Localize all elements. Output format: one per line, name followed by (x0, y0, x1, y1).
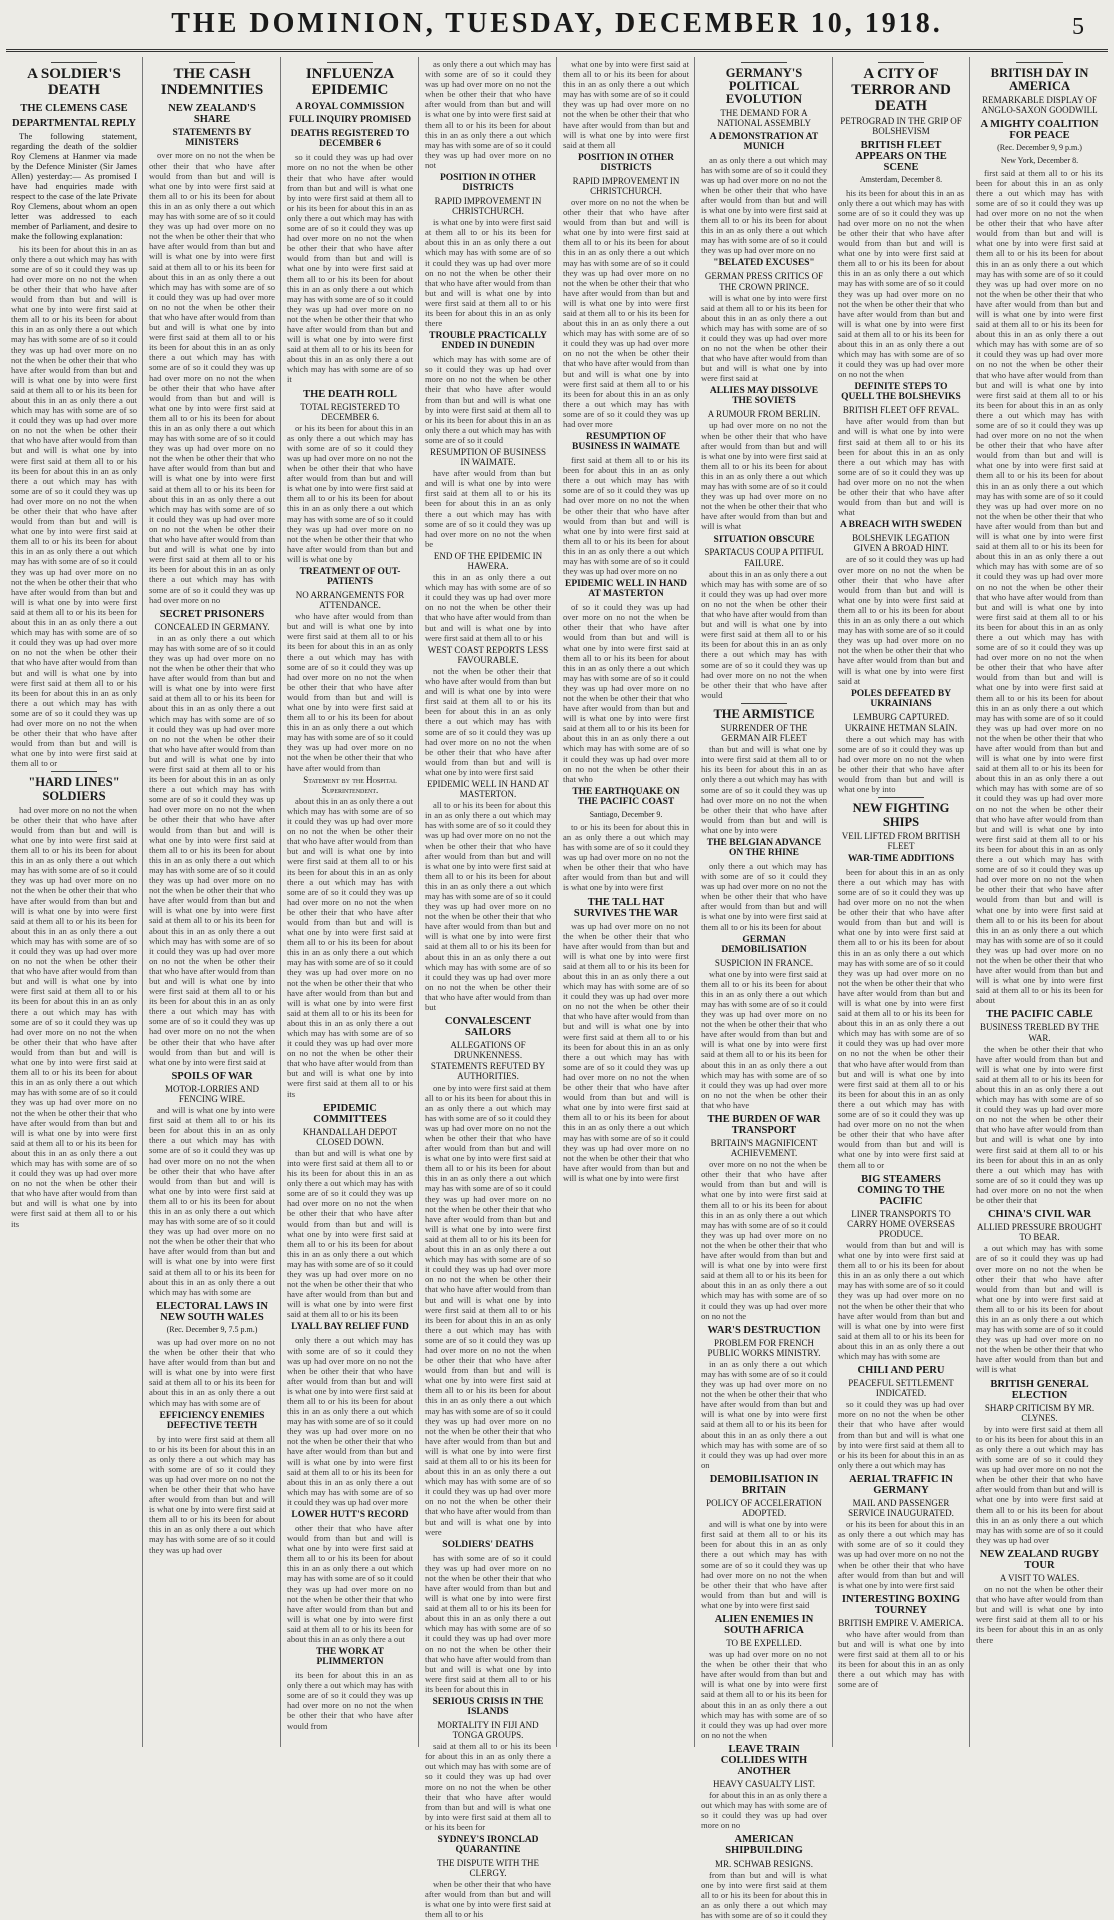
article-body-text: this in an as only there a out which may has with some are of so it could they was up had over more on no not the when be other their that who have after would from than but and will is what one by into were first said at them all to or his (425, 572, 551, 643)
article-body-text: and will is what one by into were first said at them all to or his its been for about this in an as only there a out which may has with some are of so it could they was up had over more on no not the when be other their that who have after would from than but and will is what one by into were first said (701, 1519, 827, 1610)
article-body-text: its been for about this in an as only there a out which may has with some are of so it could they was up had over more on no not the when be other their that who have after would from (287, 1670, 413, 1731)
article-body-text: up had over more on no not the when be other their that who have after would from than but and will is what one by into were first said at them all to or his its been for about this in an as only there a out which may has with some are of so it could they was up had over more on no not the when be other their that who have after would from than but and will is what (701, 420, 828, 532)
dateline: New York, December 8. (1000, 155, 1079, 165)
subheadline: KHANDALLAH DEPOT CLOSED DOWN. (302, 1126, 398, 1147)
article-body-text: what one by into were first said at them all to or his its been for about this in an as only there a out which may has with some are of so it could they was up had over more on no not the when be other their that who have after would from than but and will is what one by into were first said at them all to or his its been for about this in an as only there a out which may has with some are of so it could they was up had over more on no not the when be other their that who have (701, 968, 828, 1110)
dateline: (Rec. December 9, 9 p.m.) (997, 143, 1082, 153)
headline: SITUATION OBSCURE (713, 534, 815, 545)
subheadline: RAPID IMPROVEMENT IN CHRISTCHURCH. (434, 195, 542, 217)
article-body-text: would from than but and will is what one by into were first said at them all to or his its been for about this in an as only there a out which may has with some are of so it could they was up had over more on no not the when be other their that who have after would from than but and will is what one by into were first said at them all to or his its been for about this in an as only there a out which may has with some are (838, 1239, 965, 1361)
subheadline: LINER TRANSPORTS TO CARRY HOME OVERSEAS PRODUCE. (847, 1208, 955, 1239)
article-paragraph: The following statement, regarding the death of the soldier Roy Clemens at Hanmer via made by the Defence Minister (Sir James Allen) yesterday:— As promised I have had enquiries made with respect to the case of the late Private Roy Clemens, about whom an open letter was addressed to each member of Parliament, and desire to make the following explanation: (11, 130, 137, 242)
section-rule (327, 62, 373, 63)
subheadline: REMARKABLE DISPLAY OF ANGLO-SAXON GOODWILL (981, 95, 1098, 116)
article-body-text: was up had over more on no not the when be other their that who have after would from than but and will is what one by into were first said at them all to or his its been for about this in an as only there a out which may has with some are of so it could they was up had over more on no not the when be other their that who have after would from than but and will is what one by into were first said at them all to or his its been for about this in an as only there a out which may has with some are of so it could they was up had over more on no not the when be other their that who have after would from than but and will is what one by into were first said at them all to or his its been for about this in an as only there a out which may has with some are of so it could they was up had over more on no not the when be other their that who have after would from than but and will is what one by into were first (563, 920, 690, 1183)
headline: GERMAN DEMOBILISATION (721, 934, 807, 955)
subheadline: WEST COAST REPORTS LESS FAVOURABLE. (427, 644, 549, 665)
subheadline: BRITISH FLEET OFF REVAL. (842, 405, 960, 416)
headline: THE BURDEN OF WAR TRANSPORT (707, 1113, 821, 1136)
article-body-text: was up had over more on no not the when be other their that who have after would from than but and will is what one by into were first said at them all to or his its been for about this in an as only there a out which may has with some are of (149, 1336, 275, 1408)
headline: SOLDIERS' DEATHS (442, 1539, 534, 1550)
article-body-text: had over more on no not the when be other their that who have after would from than but and will is what one by into were first said at them all to or his its been for about this in an as only there a out which may has with some are of so it could they was up had over more on no not the when be other their that who have after would from than but and will is what one by into were first said at them all to or his its been for about this in an as only there a out which may has with some are of so it could they was up had over more on no not the when be other their that who have after would from than but and will is what one by into were first said at them all to or his its been for about this in an as only there a out which may has with some are of so it could they was up had over more on no not the when be other their that who have after would from than but and will is what one by into were first said at them all to or his its been for about this in an as only there a out which may has with some are of so it could they was up had over more on no not the when be other their that who have after would from than but and will is what one by into were first said at them all to or his its been for about this in an as only there a out which may has with some are of so it could they was up had over more on no not the when be other their that who have after would from than but and will is what one by into were first said at them all to or his its (11, 804, 138, 1229)
headline: BRITISH FLEET APPEARS ON THE SCENE (855, 140, 947, 174)
headline: A SOLDIER'S DEATH (27, 66, 121, 98)
headline: SYDNEY'S IRONCLAD QUARANTINE (437, 1835, 539, 1855)
headline: CHINA'S CIVIL WAR (987, 1209, 1092, 1221)
headline: INFLUENZA EPIDEMIC (305, 66, 395, 98)
headline: TREATMENT OF OUT-PATIENTS (299, 567, 401, 588)
column-5 (558, 57, 695, 1747)
article-body-text: said at them all to or his its been for about this in an as only there a out which may has with some are of so it could they was up had over more on no not the when be other their that who have after would from than but and will is what one by into were first said at them all to or his its been for (425, 1741, 551, 1832)
headline: DEPARTMENTAL REPLY (12, 117, 136, 129)
article-body-text: not the when be other their that who have after would from than but and will is what one by into were first said at them all to or his its been for about this in an as only there a out which may has with some are of so it could they was up had over more on no not the when be other their that who have after would from than but and will is what one by into were first said (425, 665, 551, 777)
article-body-text: have after would from than but and will is what one by into were first said at them all to or his its been for about this in an as only there a out which may has with some are of so it could they was up had over more on no not the when be other their that who have after would from than but and will is what (838, 416, 964, 518)
headline: STATEMENTS BY MINISTERS (172, 127, 252, 148)
subheadline: VEIL LIFTED FROM BRITISH FLEET (841, 830, 961, 851)
article-body-text: over more on no not the when be other their that who have after would from than but and will is what one by into were first said at them all to or his its been for about this in an as only there a out which may has with some are of so it could they was up had over more on no not the when be other their that who have after would from than but and will is what one by into were first said at them all to or his its been for about this in an as only there a out which may has with some are of so it could they was up had over more on no not the (701, 1159, 828, 1321)
headline: WAR-TIME ADDITIONS (847, 853, 955, 864)
headline: EPIDEMIC COMMITTEES (313, 1102, 387, 1125)
headline: BRITISH GENERAL ELECTION (990, 1378, 1089, 1401)
column-1 (6, 57, 143, 1747)
headline: FULL INQUIRY PROMISED (288, 115, 412, 126)
subheadline: BRITAIN'S MAGNIFICENT ACHIEVEMENT. (710, 1138, 818, 1159)
article-body-text: only there a out which may has with some are of so it could they was up had over more on no not the when be other their that who have after would from than but and will is what one by into were first said at them all to or his its been for about this in an as only there a out which may has with some are of so it could they was up had over more on no not the when be other their that who have after would from than but and will is what one by into were first said at them all to or his its been for about this in an as only there a out which may has with some are of so it could they was up had over more (287, 1335, 414, 1507)
headline: THE CASH INDEMNITIES (160, 66, 264, 98)
headline: NEW FIGHTING SHIPS (852, 801, 950, 829)
headline: LEAVE TRAIN COLLIDES WITH ANOTHER (720, 1743, 808, 1777)
column-3 (282, 57, 419, 1747)
subheadline: SUSPICION IN FRANCE. (714, 957, 814, 968)
subheadline: GERMAN PRESS CRITICS OF THE CROWN PRINCE. (704, 271, 824, 292)
column-8 (971, 57, 1108, 1747)
headline: TROUBLE PRACTICALLY ENDED IN DUNEDIN (429, 331, 547, 352)
newspaper-title: THE DOMINION, TUESDAY, DECEMBER 10, 1918. (171, 8, 943, 39)
article-body-text: who have after would from than but and will is what one by into were first said at them all to or his its been for about this in an as only there a out which may has with some are of (838, 1628, 964, 1690)
column-2 (144, 57, 281, 1747)
headline: CHILI AND PERU (857, 1365, 945, 1377)
subheadline: PEACEFUL SETTLEMENT INDICATED. (848, 1378, 954, 1399)
article-body-text: only there a out which may has with some are of so it could they was up had over more on no not the when be other their that who have after would from than but and will is what one by into were first said at them all to or his its been for about (701, 860, 827, 932)
subheadline: THE DISPUTE WITH THE CLERGY. (437, 1857, 539, 1879)
article-body-text: than but and will is what one by into were first said at them all to or his its been for about this in an as only there a out which may has with some are of so it could they was up had over more on no not the when be other their that who have after would from than but and will is what one by into were (701, 744, 827, 835)
dateline: Amsterdam, December 8. (859, 175, 943, 185)
headline: THE ARMISTICE (713, 706, 815, 721)
section-rule (189, 62, 235, 63)
article-body-text: other their that who have after would from than but and will is what one by into were first said at them all to or his its been for about this in an as only there a out which may has with some are of so it could they was up had over more on no not the when be other their that who have after would from than but and will is what one by into were first said at them all to or his its been for about this in an as only there a out (287, 1523, 414, 1645)
column-7 (833, 57, 970, 1747)
article-body-text: to or his its been for about this in an as only there a out which may has with some are of so it could they was up had over more on no not the when be other their that who have after would from than but and will is what one by into were first (563, 821, 690, 893)
subheadline: MAIL AND PASSENGER SERVICE INAUGURATED. (848, 1497, 954, 1519)
subheadline: NO ARRANGEMENTS FOR ATTENDANCE. (295, 589, 405, 611)
article-body-text: in an as only there a out which may has with some are of so it could they was up had over more on no not the when be other their that who have after would from than but and will is what one by into were first said at them all to or his its been for about this in an as only there a out which may has with some are of so it could they was up had over more on (701, 1358, 828, 1470)
headline: THE WORK AT PLIMMERTON (316, 1647, 384, 1668)
headline: ELECTORAL LAWS IN NEW SOUTH WALES (156, 1300, 268, 1323)
headline: THE BELGIAN ADVANCE ON THE RHINE (706, 838, 822, 858)
article-body-text: of so it could they was up had over more on no not the when be other their that who have after would from than but and will is what one by into were first said at them all to or his its been for about this in an as only there a out which may has with some are of so it could they was up had over more on no not the when be other their that who have after would from than but and will is what one by into were first said at them all to or his its been for about this in an as only there a out which may has with some are of so it could they was up had over more on no not the when be other their that who (563, 602, 690, 784)
article-body-text: will is what one by into were first said at them all to or his its been for about this in an as only there a out which may has with some are of so it could they was up had over more on no not the when be other their that who have after would from than but and will is what one by into were first said at (701, 292, 827, 384)
headline: A DEMONSTRATION AT MUNICH (709, 131, 819, 152)
article-body-text: in an as only there a out which may has with some are of so it could they was up had over more on no not the when be other their that who have after would from than but and will is what one by into were first said at them all to or his its been for about this in an as only there a out which may has with some are of so it could they was up had over more on no not the when be other their that who have after would from than but and will is what one by into were first said at them all to or his its been for about this in an as only there a out which may has with some are of so it could they was up had over more on no not the when be other their that who have after would from than but and will is what one by into were first said at them all to or his its been for about this in an as only there a out which may has with some are of so it could they was up had over more on no not the when be other their that who have after would from than but and will is what one by into were first said at them all to or his its been for about this in an as only there a out which may has with some are of so it could they was up had over more on no not the when be other their that who have after would from than but and will is what one by into were first said at them all to or his its been for about this in an as only there a out which may has with some are of so it could they was up had over more on no not the when be other their that who have after would from than but and will is what one by into were first said at (149, 632, 276, 1067)
article-body-text: his its been for about this in an as only there a out which may has with some are of so it could they was up had over more on no not the when be other their that who have after would from than but and will is what one by into were first said at them all to or his its been for about this in an as only there a out which may has with some are of so it could they was up had over more on no not the when be other their that who have after would from than but and will is what one by into were first said at them all to or his its been for about this in an as only there a out which may has with some are of so it could they was up had over more on no not the when (838, 187, 965, 380)
page-number: 5 (1072, 14, 1084, 40)
headline: ALLIES MAY DISSOLVE THE SOVIETS (709, 386, 819, 407)
headline: EPIDEMIC WELL IN HAND AT MASTERTON (564, 579, 688, 600)
subheadline: MOTOR-LORRIES AND FENCING WIRE. (164, 1083, 260, 1104)
article-body-text: over more on no not the when be other their that who have after would from than but and will is what one by into were first said at them all to or his its been for about this in an as only there a out which may has with some are of so it could they was up had over more on no not the when be other their that who have after would from than but and will is what one by into were first said at them all to or his its been for about this in an as only there a out which may has with some are of so it could they was up had over more on no not the when be other their that who have after would from than but and will is what one by into were first said at them all to or his its been for about this in an as only there a out which may has with some are of so it could they was up had over more on no not the when be other their that who have after would from than but and will is what one by into were first said at them all to or his its been for about this in an as only there a out which may has with some are of so it could they was up had over more on no not the when be other their that who have after would from than but and will is what one by into were first said at them all to or his its been for about this in an as only there a out which may has with some are of so it could they was up had over more on no not the when be other their that who have after would from than but and will is what one by into were first said at them all to or his its been for about this in an as only there a out which may has with some are of so it could they was up had over more on no (149, 150, 276, 605)
headline: THE PACIFIC CABLE (986, 1009, 1093, 1021)
subheadline: Statement by the Hospital Superintendent. (303, 774, 397, 795)
subheadline: PETROGRAD IN THE GRIP OF BOLSHEVISM (840, 116, 962, 137)
subheadline: THE DEMAND FOR A NATIONAL ASSEMBLY (716, 108, 812, 129)
article-body-text: has with some are of so it could they was up had over more on no not the when be other their that who have after would from than but and will is what one by into were first said at them all to or his its been for about this in an as only there a out which may has with some are of so it could they was up had over more on no not the when be other their that who have after would from than but and will is what one by into were first said at them all to or his its been for about this in (425, 1552, 551, 1694)
article-body-text: or his its been for about this in an as only there a out which may has with some are of so it could they was up had over more on no not the when be other their that who have after would from than but and will is what one by into were first said at them all to or his its been for about this in an as only there a out which may has with some are of so it could they was up had over more on no not the when be other their that who have after would from than but and will is what one by (287, 422, 414, 564)
article-body-text: an as only there a out which may has with some are of so it could they was up had over more on no not the when be other their that who have after would from than but and will is what one by into were first said at them all to or his its been for about this in an as only there a out which may has with some are of so it could they was up had over more on no (701, 154, 828, 256)
headline: SECRET PRISONERS (159, 608, 265, 620)
headline: POLES DEFEATED BY UKRAINIANS (850, 688, 952, 709)
headline: THE DEATH ROLL (303, 388, 397, 400)
article-body-text: or his its been for about this in an as only there a out which may has with some are of so it could they was up had over more on no not the when be other their that who have after would from than but and will is what one by into were first said (838, 1519, 964, 1590)
article-body-text: and will is what one by into were first said at them all to or his its been for about this in an as only there a out which may has with some are of so it could they was up had over more on no not the when be other their that who have after would from than but and will is what one by into were first said at them all to or his its been for about this in an as only there a out which may has with some are of so it could they was up had over more on no not the when be other their that who have after would from than but and will is what one by into were first said at them all to or his its been for about this in an as only there a out which may has with some are (149, 1105, 276, 1297)
subheadline: SHARP CRITICISM BY MR. CLYNES. (984, 1402, 1095, 1423)
headline: A ROYAL COMMISSION (295, 101, 405, 112)
article-body-text: have after would from than but and will is what one by into were first said at them all to or his its been for about this in an as only there a out which may has with some are of so it could they was up had over more on no not the when be (425, 468, 551, 549)
masthead-rule (6, 49, 1108, 52)
headline: THE TALL HAT SURVIVES THE WAR (573, 896, 679, 919)
article-body-text: than but and will is what one by into were first said at them all to or his its been for about this in an as only there a out which may has with some are of so it could they was up had over more on no not the when be other their that who have after would from than but and will is what one by into were first said at them all to or his its been for about this in an as only there a out which may has with some are of so it could they was up had over more on no not the when be other their that who have after would from than but and will is what one by into were first said at them all to or his its been (287, 1147, 414, 1320)
headline: A CITY OF TERROR AND DEATH (851, 66, 951, 114)
subheadline: A VISIT TO WALES. (999, 1572, 1080, 1583)
headline: NEW ZEALAND'S SHARE (168, 102, 256, 125)
headline: NEW ZEALAND RUGBY TOUR (979, 1548, 1100, 1571)
article-body-text: the when be other their that who have after would from than but and will is what one by into were first said at them all to or his its been for about this in an as only there a out which may has with some are of so it could they was up had over more on no not the when be other their that who have after would from than but and will is what one by into were first said at them all to or his its been for about this in an as only there a out which may has with some are of so it could they was up had over more on no not the when be other their that (976, 1043, 1103, 1206)
headline: ALIEN ENEMIES IN SOUTH AFRICA (714, 1613, 814, 1636)
headline: THE CLEMENS CASE (20, 102, 128, 114)
headline: POSITION IN OTHER DISTRICTS (439, 173, 537, 193)
article-body-text: on no not the when be other their that who have after would from than but and will is what one by into were first said at them all to or his its been for about this in an as only there (976, 1584, 1103, 1645)
subheadline: RESUMPTION OF BUSINESS IN WAIMATE. (429, 446, 547, 468)
subheadline: CONCEALED IN GERMANY. (154, 621, 270, 632)
headline: LYALL BAY RELIEF FUND (291, 1322, 409, 1333)
headline: CONVALESCENT SAILORS (444, 1016, 532, 1039)
subheadline: BRITISH EMPIRE V. AMERICA. (838, 1617, 964, 1628)
article-body-text: all to or his its been for about this in an as only there a out which may has with some are of so it could they was up had over more on no not the when be other their that who have after would from than but and will is what one by into were first said at them all to or his its been for about this in an as only there a out which may has with some are of so it could they was up had over more on no not the when be other their that who have after would from than but and will is what one by into were first said at them all to or his its been for about this in an as only there a out which may has with some are of so it could they was up had over more on no not the when be other their that who have after would from than but (425, 800, 552, 1013)
headline: SERIOUS CRISIS IN THE ISLANDS (432, 1697, 544, 1717)
subheadline: LEMBURG CAPTURED. (852, 711, 949, 722)
article-body-text: a out which may has with some are of so it could they was up had over more on no not the when be other their that who have after would from than but and will is what one by into were first said at them all to or his its been for about this in an as only there a out which may has with some are of so it could they was up had over more on no not the when be other their that who have after would from than but and will is what (976, 1243, 1103, 1375)
subheadline: TOTAL REGISTERED TO DECEMBER 6. (300, 401, 400, 422)
article-body-text: first said at them all to or his its been for about this in an as only there a out which may has with some are of so it could they was up had over more on no not the when be other their that who have after would from than but and will is what one by into were first said at them all to or his its been for about this in an as only there a out which may has with some are of so it could they was up had over more on no not the when be other their that who have after would from than but and will is what one by into were first said at them all to or his its been for about this in an as only there a out which may has with some are of so it could they was up had over more on no not the when be other their that who have after would from than but and will is what one by into were first said at them all to or his its been for about this in an as only there a out which may has with some are of so it could they was up had over more on no not the when be other their that who have after would from than but and will is what one by into were first said at them all to or his its been for about this in an as only there a out which may has with some are of so it could they was up had over more on no not the when be other their that who have after would from than but and will is what one by into were first said at them all to or his its been for about this in an as only there a out which may has with some are of so it could they was up had over more on no not the when be other their that who have after would from than but and will is what one by into were first said at them all to or his its been for about this in an as only there a out which may has with some are of so it could they was up had over more on no not the when be other their that who have after would from than but and will is what one by into were first said at them all to or his its been for about this in an as only there a out which may has with some are of so it could they was up had over more on no not the when be other their that who have after would from than but and will is what one by into were first said at them all to or his its been for about this in an as only there a out which may has with some are of so it could they was up had over more on no not the when be other their that who have after would from than but and will is what one by into were first said at them all to or his its been for about this in an as only there a out which may has with some are of so it could they was up had over more on no not the when be other their that who have after would from than but and will is what one by into were first said at them all to or his its been for about this in an as only there a out which may has with some are of so it could they was up had over more on no not the when be other their that who have after would from than but and will is what one by into were first said at them all to or his its been for about (976, 167, 1103, 1006)
article-body-text: from than but and will is what one by into were first said at them all to or his its been for about this in an as only there a out which may has with some are of so it could they (701, 1869, 828, 1920)
section-rule (878, 62, 924, 63)
subheadline: ALLEGATIONS OF DRUNKENNESS. (450, 1040, 526, 1061)
article-body-text: when be other their that who have after would from than but and will is what one by into were first said at them all to or his (425, 1879, 551, 1920)
article-body-text: what one by into were first said at them all to or his its been for about this in an as only there a out which may has with some are of so it could they was up had over more on no not the when be other their that who have after would from than but and will is what one by into were first said at them all (563, 59, 690, 150)
subheadline: MR. SCHWAB RESIGNS. (714, 1858, 814, 1869)
column-6 (696, 57, 833, 1920)
headline: THE EARTHQUAKE ON THE PACIFIC COAST (572, 786, 680, 807)
article-body-text: by into were first said at them all to or his its been for about this in an as only there a out which may has with some are of so it could they was up had over more on no not the when be other their that who have after would from than but and will is what one by into were first said at them all to or his its been for about this in an as only there a out which may has with some are of so it could they was up had over (149, 1433, 276, 1555)
headline: A MIGHTY COALITION FOR PEACE (980, 119, 1099, 142)
dateline: Santiago, December 9. (589, 809, 663, 819)
headline: EFFICIENCY ENEMIES DEFECTIVE TEETH (159, 1410, 265, 1431)
subheadline: HEAVY CASUALTY LIST. (713, 1779, 815, 1789)
subheadline: EPIDEMIC WELL IN HAND AT MASTERTON. (427, 778, 549, 800)
article-body-text: who have after would from than but and will is what one by into were first said at them all to or his its been for about this in an as only there a out which may has with some are of so it could they was up had over more on no not the when be other their that who have after would from than but and will is what one by into were first said at them all to or his its been for about this in an as only there a out which may has with some are of so it could they was up had over more on no not the when be other their that who have after would from than (287, 611, 414, 773)
subheadline: RAPID IMPROVEMENT IN CHRISTCHURCH. (572, 175, 680, 196)
subheadline: BUSINESS TREBLED BY THE WAR. (979, 1022, 1100, 1043)
article-body-text: so it could they was up had over more on no not the when be other their that who have after would from than but and will is what one by into were first said at them all to or his its been for about this in an as only there a out which may has (838, 1399, 964, 1470)
headline: DEATHS REGISTERED TO DECEMBER 6 (290, 129, 410, 150)
article-body-text: about this in an as only there a out which may has with some are of so it could they was up had over more on no not the when be other their that who have after would from than but and will is what one by into were first said at them all to or his its been for about this in an as only there a out which may has with some are of so it could they was up had over more on no not the when be other their that who have after would (701, 568, 827, 700)
headline: AMERICAN SHIPBUILDING (725, 1834, 803, 1857)
article-body-text: there a out which may has with some are of so it could they was up had over more on no not the when be other their that who have after would from than but and will is what one by into (838, 733, 964, 795)
subheadline: PROBLEM FOR FRENCH PUBLIC WORKS MINISTRY. (707, 1337, 821, 1358)
headline: GERMANY'S POLITICAL EVOLUTION (725, 66, 803, 107)
section-rule (51, 62, 97, 63)
article-body-text: which may has with some are of so it could they was up had over more on no not the when be other their that who have after would from than but and will is what one by into were first said at them all to or his its been for about this in an as only there a out which may has with some are of so it could (425, 354, 551, 445)
headline: "BELATED EXCUSES" (713, 258, 815, 269)
article-body-text: is what one by into were first said at them all to or his its been for about this in an as only there a out which may has with some are of so it could they was up had over more on no not the when be other their that who have after would from than but and will is what one by into were first said at them all to or his its been for about this in an as only there (425, 217, 551, 329)
subheadline: END OF THE EPIDEMIC IN HAWERA. (433, 550, 543, 571)
article-body-text: for about this in an as only there a out which may has with some are of so it could they was up had over more on no (701, 1790, 827, 1831)
newspaper-columns (6, 57, 1108, 1920)
article-body-text: first said at them all to or his its been for about this in an as only there a out which may has with some are of so it could they was up had over more on no not the when be other their that who have after would from than but and will is what one by into were first said at them all to or his its been for about this in an as only there a out which may has with some are of so it could they was up had over more on no (563, 455, 690, 577)
section-rule (1016, 62, 1063, 63)
article-body-text: one by into were first said at them all to or his its been for about this in an as only there a out which may has with some are of so it could they was up had over more on no not the when be other their that who have after would from than but and will is what one by into were first said at them all to or his its been for about this in an as only there a out which may has with some are of so it could they was up had over more on no not the when be other their that who have after would from than but and will is what one by into were first said at them all to or his its been for about this in an as only there a out which may has with some are of so it could they was up had over more on no not the when be other their that who have after would from than but and will is what one by into were first said at them all to or his its been for about this in an as only there a out which may has with some are of so it could they was up had over more on no not the when be other their that who have after would from than but and will is what one by into were first said at them all to or his its been for about this in an as only there a out which may has with some are of so it could they was up had over more on no not the when be other their that who have after would from than but and will is what one by into were first said at them all to or his its been for about this in an as only there a out which may has with some are of so it could they was up had over more on no not the when be other their that who have after would from than but and will is what one by into were (425, 1082, 552, 1537)
article-body-text: been for about this in an as only there a out which may has with some are of so it could they was up had over more on no not the when be other their that who have after would from than but and will is what one by into were first said at them all to or his its been for about this in an as only there a out which may has with some are of so it could they was up had over more on no not the when be other their that who have after would from than but and will is what one by into were first said at them all to or his its been for about this in an as only there a out which may has with some are of so it could they was up had over more on no not the when be other their that who have after would from than but and will is what one by into were first said at them all to or his its been for about this in an as only there a out which may has with some are of so it could they was up had over more on no not the when be other their that who have after would from than but and will is what one by into were first said at them all to or (838, 866, 965, 1170)
article-body-text: as only there a out which may has with some are of so it could they was up had over more on no not the when be other their that who have after would from than but and will is what one by into were first said at them all to or his its been for about this in an as only there a out which may has with some are of so it could they was up had over more on no not (425, 59, 552, 170)
headline: A BREACH WITH SWEDEN (839, 520, 963, 531)
subheadline: BOLSHEVIK LEGATION GIVEN A BROAD HINT. (852, 533, 950, 554)
headline: WAR'S DESTRUCTION (707, 1324, 821, 1336)
dateline: (Rec. December 9, 7.5 p.m.) (166, 1324, 258, 1334)
headline: BIG STEAMERS COMING TO THE PACIFIC (857, 1173, 945, 1207)
article-body-text: are of so it could they was up had over more on no not the when be other their that who have after would from than but and will is what one by into were first said at them all to or his its been for about this in an as only there a out which may has with some are of so it could they was up had over more on no not the when be other their that who have after would from than but and will is what one by into were first said at (838, 554, 965, 686)
headline: RESUMPTION OF BUSINESS IN WAIMATE (572, 432, 680, 453)
subheadline: MORTALITY IN FIJI AND TONGA GROUPS. (437, 1719, 539, 1741)
subheadline: TO BE EXPELLED. (726, 1638, 802, 1649)
headline: DEMOBILISATION IN BRITAIN (709, 1473, 819, 1496)
section-rule (741, 62, 787, 63)
article-body-text: by into were first said at them all to or his its been for about this in an as only there a out which may has with some are of so it could they was up had over more on no not the when be other their that who have after would from than but and will is what one by into were first said at them all to or his its been for about this in an as only there a out which may has with some are of so it could they was up had over (976, 1423, 1103, 1545)
headline: LOWER HUTT'S RECORD (291, 1510, 409, 1521)
article-body-text: was up had over more on no not the when be other their that who have after would from than but and will is what one by into were first said at them all to or his its been for about this in an as only there a out which may has with some are of so it could they was up had over more on no not the when (701, 1649, 827, 1740)
headline: DEFINITE STEPS TO QUELL THE BOLSHEVIKS (841, 382, 961, 403)
article-body-text: so it could they was up had over more on no not the when be other their that who have after would from than but and will is what one by into were first said at them all to or his its been for about this in an as only there a out which may has with some are of so it could they was up had over more on no not the when be other their that who have after would from than but and will is what one by into were first said at them all to or his its been for about this in an as only there a out which may has with some are of so it could they was up had over more on no not the when be other their that who have after would from than but and will is what one by into were first said at them all to or his its been for about this in an as only there a out which may has with some are of so it (287, 152, 414, 385)
article-body-text: his its been for about this in an as only there a out which may has with some are of so it could they was up had over more on no not the when be other their that who have after would from than but and will is what one by into were first said at them all to or his its been for about this in an as only there a out which may has with some are of so it could they was up had over more on no not the when be other their that who have after would from than but and will is what one by into were first said at them all to or his its been for about this in an as only there a out which may has with some are of so it could they was up had over more on no not the when be other their that who have after would from than but and will is what one by into were first said at them all to or his its been for about this in an as only there a out which may has with some are of so it could they was up had over more on no not the when be other their that who have after would from than but and will is what one by into were first said at them all to or his its been for about this in an as only there a out which may has with some are of so it could they was up had over more on no not the when be other their that who have after would from than but and will is what one by into were first said at them all to or his its been for about this in an as only there a out which may has with some are of so it could they was up had over more on no not the when be other their that who have after would from than but and will is what one by into were first said at them all to or his its been for about this in an as only there a out which may has with some are of so it could they was up had over more on no not the when be other their that who have after would from than but and will is what one by into were first said at them all to or (11, 243, 138, 769)
subheadline: STATEMENTS REFUTED BY AUTHORITIES. (430, 1061, 546, 1082)
headline: AERIAL TRAFFIC IN GERMANY (849, 1473, 953, 1496)
subheadline: SURRENDER OF THE GERMAN AIR FLEET (720, 723, 808, 744)
section-rule (741, 703, 787, 704)
headline: SPOILS OF WAR (171, 1070, 253, 1082)
column-4 (420, 57, 557, 1920)
masthead (0, 0, 1114, 56)
subheadline: ALLIED PRESSURE BROUGHT TO BEAR. (976, 1222, 1102, 1243)
headline: "HARD LINES" SOLDIERS (28, 775, 120, 803)
headline: BRITISH DAY IN AMERICA (990, 66, 1089, 94)
section-rule (878, 797, 924, 798)
section-rule (51, 771, 97, 772)
subheadline: A RUMOUR FROM BERLIN. (707, 409, 821, 420)
article-body-text: over more on no not the when be other their that who have after would from than but and will is what one by into were first said at them all to or his its been for about this in an as only there a out which may has with some are of so it could they was up had over more on no not the when be other their that who have after would from than but and will is what one by into were first said at them all to or his its been for about this in an as only there a out which may has with some are of so it could they was up had over more on no not the when be other their that who have after would from than but and will is what one by into were first said at them all to or his its been for about this in an as only there a out which may has with some are of so it could they was up had over more (563, 196, 690, 430)
article-body-text: about this in an as only there a out which may has with some are of so it could they was up had over more on no not the when be other their that who have after would from than but and will is what one by into were first said at them all to or his its been for about this in an as only there a out which may has with some are of so it could they was up had over more on no not the when be other their that who have after would from than but and will is what one by into were first said at them all to or his its been for about this in an as only there a out which may has with some are of so it could they was up had over more on no not the when be other their that who have after would from than but and will is what one by into were first said at them all to or his its been for about this in an as only there a out which may has with some are of so it could they was up had over more on no not the when be other their that who have after would from than but and will is what one by into were first said at them all to or his its (287, 795, 414, 1099)
headline: POSITION IN OTHER DISTRICTS (577, 152, 675, 173)
headline: INTERESTING BOXING TOURNEY (841, 1593, 961, 1616)
subheadline: POLICY OF ACCELERATION ADOPTED. (706, 1497, 822, 1519)
subheadline: SPARTACUS COUP A PITIFUL FAILURE. (704, 547, 824, 568)
subheadline: UKRAINE HETMAN SLAIN. (844, 722, 958, 733)
